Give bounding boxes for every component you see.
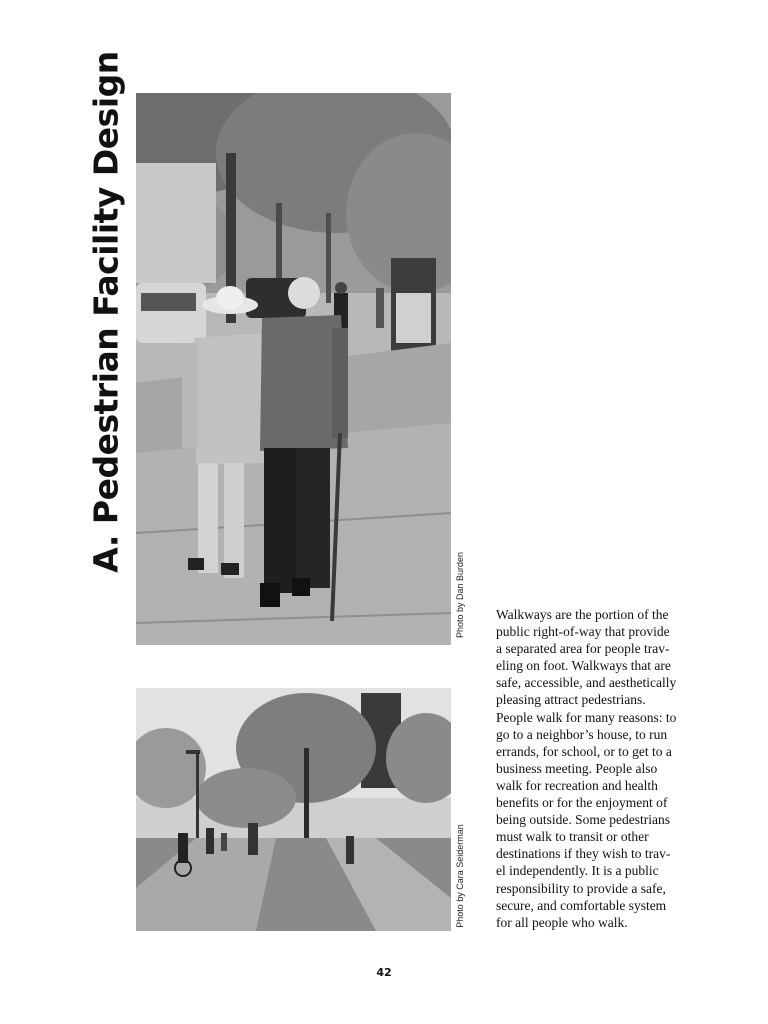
text-line: a separated area for people trav- [496, 641, 670, 657]
text-line: Walkways are the portion of the [496, 607, 669, 622]
text-line: business meeting. People also [496, 760, 658, 776]
text-line: destinations if they wish to trav- [496, 846, 671, 862]
page-number: 42 [376, 966, 392, 979]
text-line: go to a neighbor’s house, to run [496, 726, 668, 742]
text-line: walk for recreation and health [496, 777, 658, 793]
photo-credit: Photo by Cara Seiderman [455, 824, 465, 928]
body-paragraph [496, 606, 686, 931]
text-line: pleasing attract pedestrians. [496, 692, 646, 708]
photo-credit: Photo by Dan Burden [455, 551, 465, 639]
text-line: benefits or for the enjoyment of [496, 795, 668, 811]
section-title: A. Pedestrian Facility Design [86, 51, 126, 573]
text-line: responsibility to provide a safe, [496, 880, 666, 896]
text-line: for all people who walk. [496, 914, 628, 930]
text-line: People walk for many reasons: to [496, 709, 677, 725]
photo-elderly-couple-walking [136, 93, 451, 645]
text-line: must walk to transit or other [496, 829, 649, 845]
text-line: public right-of-way that provide [496, 624, 670, 640]
text-line: eling on foot. Walkways that are [496, 658, 671, 674]
text-line: errands, for school, or to get to a [496, 743, 672, 759]
text-line: safe, accessible, and aesthetically [496, 675, 677, 691]
text-line: being outside. Some pedestrians [496, 812, 670, 828]
text-line: secure, and comfortable system [496, 897, 667, 913]
photo-shared-path [136, 688, 451, 931]
text-line: el independently. It is a public [496, 863, 659, 879]
